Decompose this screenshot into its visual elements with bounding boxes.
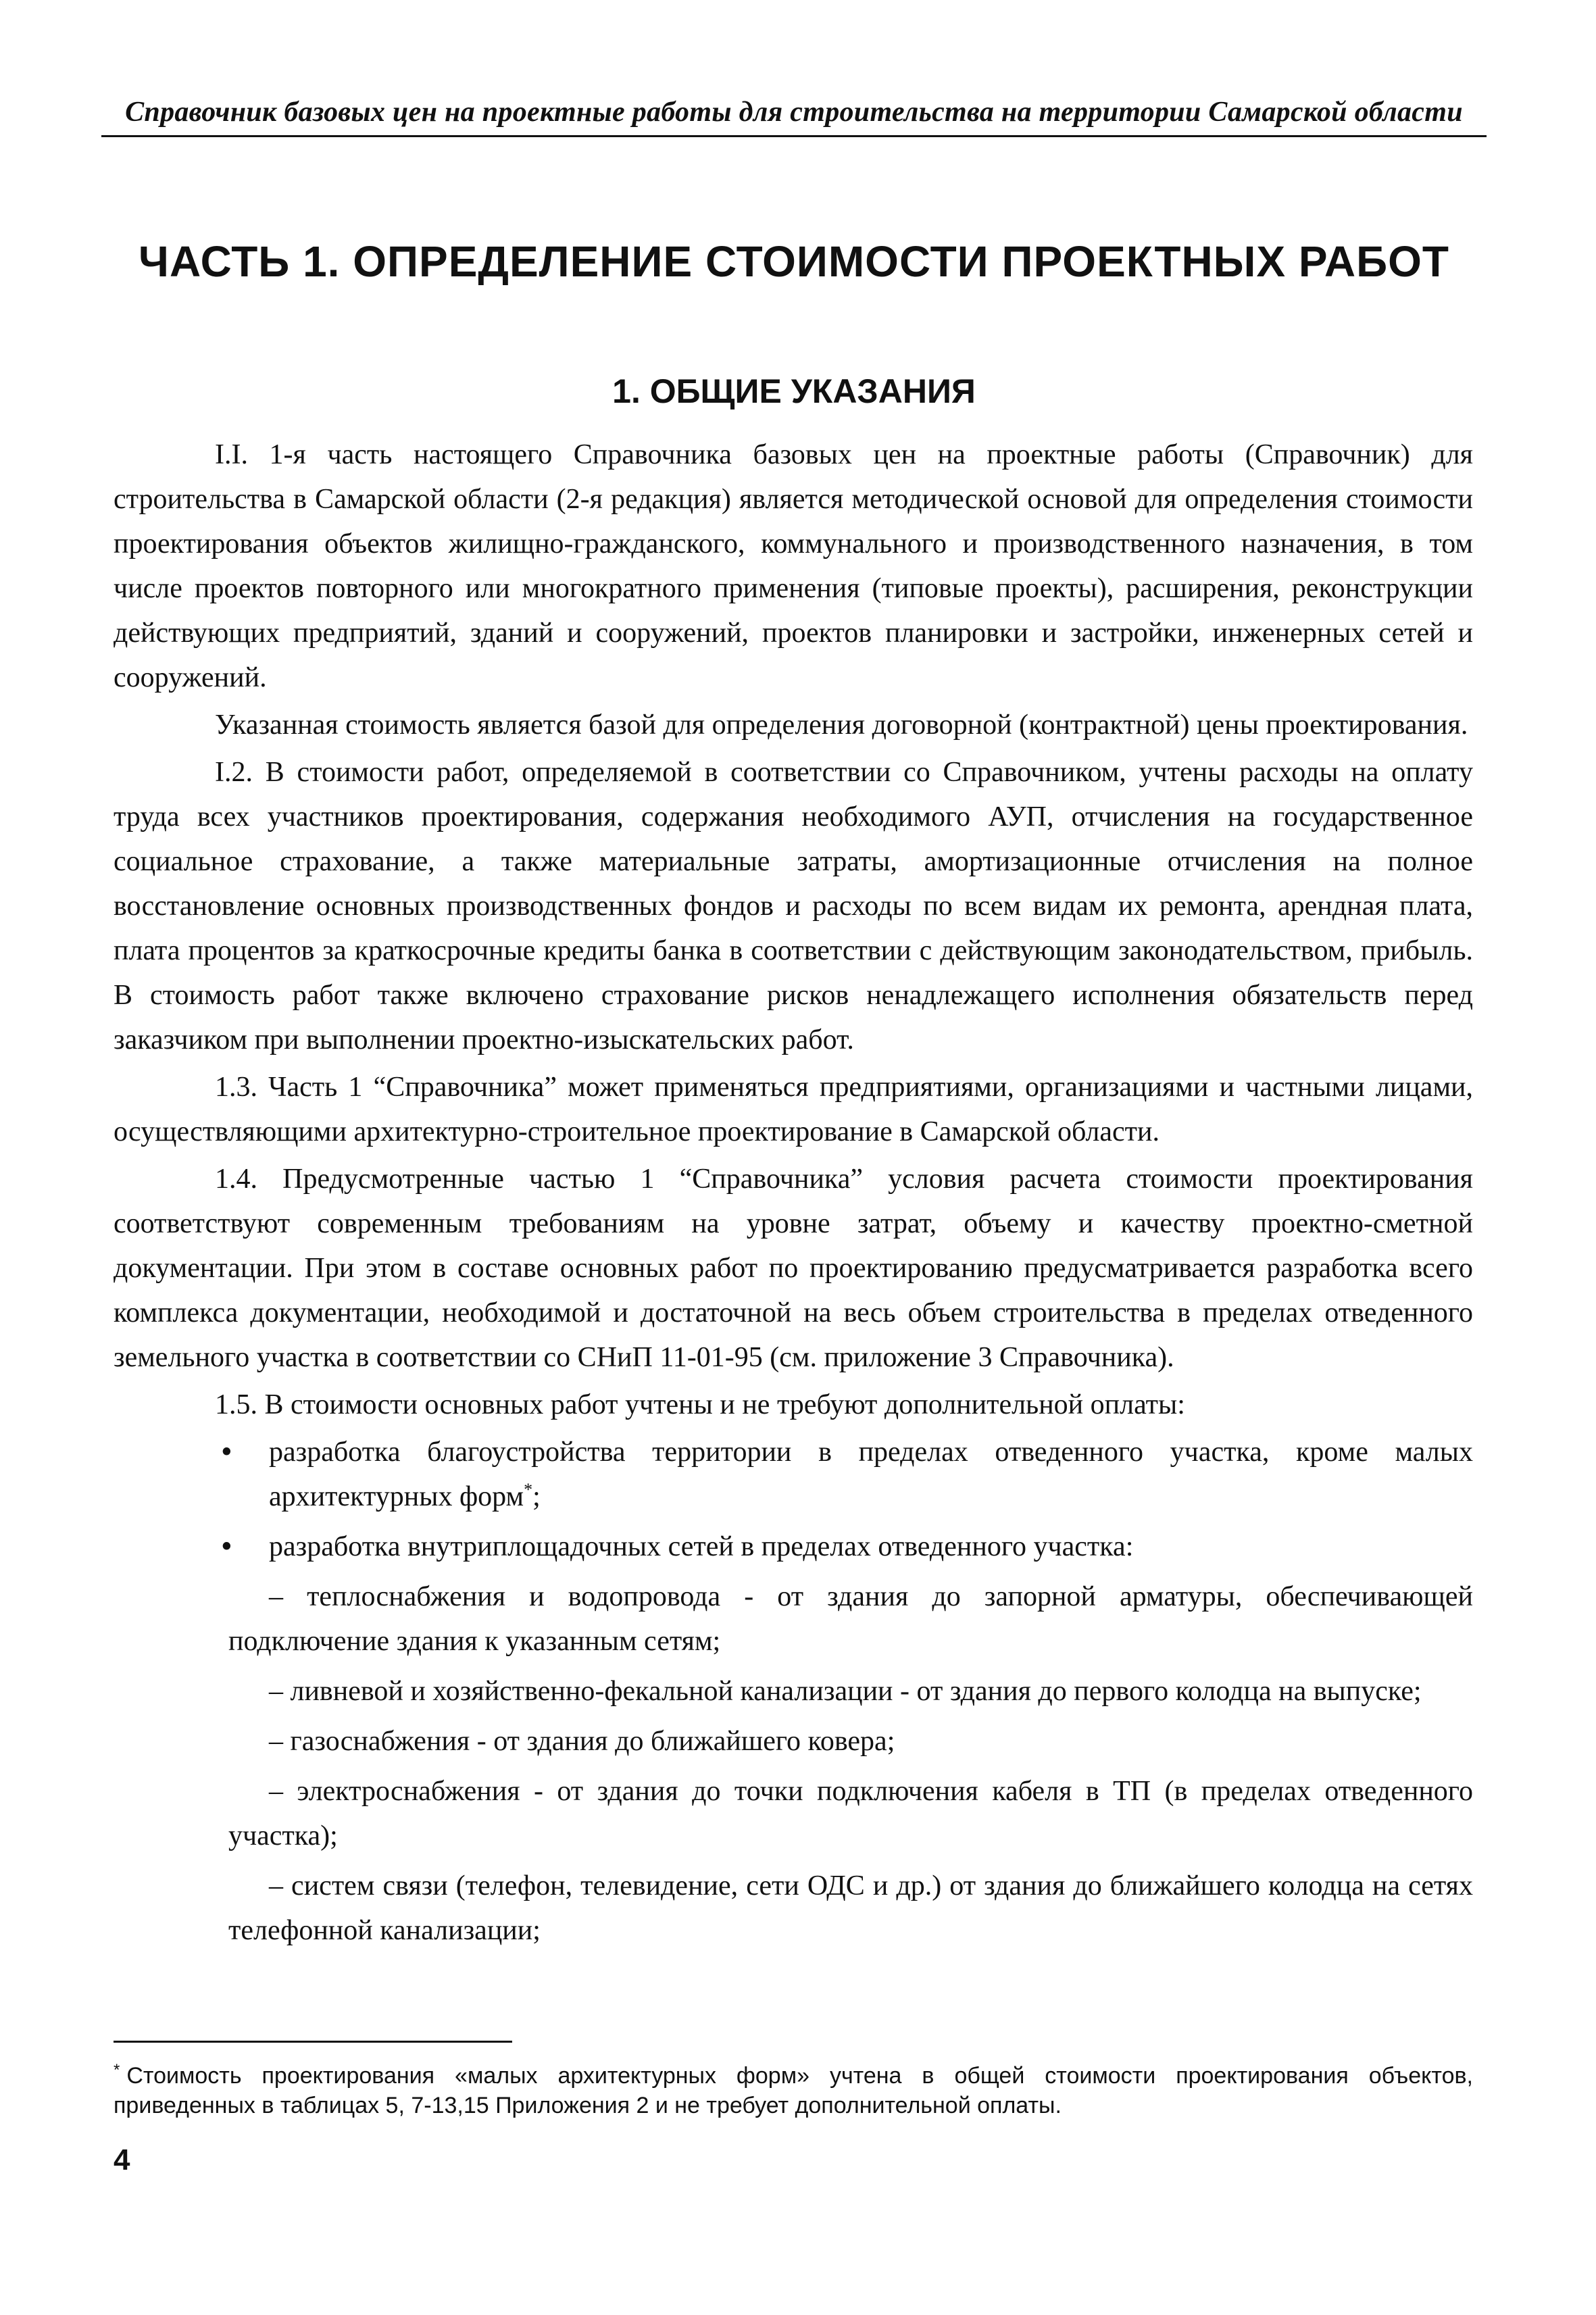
bullet-item — [114, 1430, 1473, 1519]
header-rule — [101, 135, 1487, 137]
dash-item: – систем связи (телефон, телевидение, сети ОДС и др.) от здания до ближайшего колодца на сетях телефонной канализации; — [228, 1870, 1473, 1946]
bullet-item — [114, 1524, 1473, 1569]
page-number: 4 — [114, 2143, 130, 2176]
dash-item: – электроснабжения - от здания до точки подключения кабеля в ТП (в пределах отведенного участка); — [228, 1776, 1473, 1851]
bullet-text: разработка внутриплощадочных сетей в пределах отведенного участка: — [269, 1531, 1134, 1562]
dash-item: – ливневой и хозяйственно-фекальной канализации - от здания до первого колодца на выпуске; — [269, 1676, 1422, 1707]
dash-item: – теплоснабжения и водопровода - от здания до запорной арматуры, обеспечивающей подключение здания к указанным сетям; — [228, 1581, 1473, 1657]
paragraph-1-3: 1.3. Часть 1 “Справочника” может применяться предприятиями, организациями и частными лицами, осуществляющими архитектурно-строительное проектирование в Самарской области. — [114, 1072, 1473, 1147]
paragraph-1-5: 1.5. В стоимости основных работ учтены и не требуют дополнительной оплаты: — [215, 1389, 1185, 1420]
bullet-icon: • — [222, 1531, 232, 1562]
bullet-text: разработка благоустройства территории в пределах отведенного участка, кроме малых архитектурных форм — [269, 1437, 1473, 1512]
paragraph-1-1: I.I. 1-я часть настоящего Справочника базовых цен на проектные работы (Справочник) для строительства в Самарской области (2-я редакция) является методической основой для определения стоимости проектирования объектов жилищно-гражданского, коммунального и производственного назначения, в том числе проектов повторного или многократного применения (типовые проекты), расширения, реконструкции действующих предприятий, зданий и сооружений, проектов планировки и застройки, инженерных сетей и сооружений. — [114, 439, 1473, 693]
bullet-icon: • — [222, 1437, 232, 1468]
running-header: Справочник базовых цен на проектные работы для строительства на территории Самарской области — [125, 97, 1463, 128]
footnote-marker: * — [524, 1480, 533, 1499]
paragraph-1-1-continued: Указанная стоимость является базой для определения договорной (контрактной) цены проектирования. — [215, 710, 1468, 741]
footnote — [114, 2061, 1473, 2120]
footnote-rule — [114, 2041, 512, 2043]
footnote-star: * — [114, 2060, 120, 2079]
bullet-tail: ; — [532, 1481, 541, 1512]
dash-item: – газоснабжения - от здания до ближайшего ковера; — [269, 1726, 895, 1757]
footnote-text: Стоимость проектирования «малых архитектурных форм» учтена в общей стоимости проектирования объектов, приведенных в таблицах 5, 7-13,15 Приложения 2 и не требует дополнительной оплаты. — [114, 2063, 1473, 2118]
section-title: 1. ОБЩИЕ УКАЗАНИЯ — [612, 372, 976, 410]
part-title: ЧАСТЬ 1. ОПРЕДЕЛЕНИЕ СТОИМОСТИ ПРОЕКТНЫХ РАБОТ — [138, 237, 1450, 286]
paragraph-1-4: 1.4. Предусмотренные частью 1 “Справочника” условия расчета стоимости проектирования соответствуют современным требованиям на уровне затрат, объему и качеству проектно-сметной документации. При этом в составе основных работ по проектированию предусматривается разработка всего комплекса документации, необходимой и достаточной на весь объем строительства в пределах отведенного земельного участка в соответствии со СНиП 11-01-95 (см. приложение 3 Справочника). — [114, 1164, 1473, 1373]
paragraph-1-2: I.2. В стоимости работ, определяемой в соответствии со Справочником, учтены расходы на оплату труда всех участников проектирования, содержания необходимого АУП, отчисления на государственное социальное страхование, а также материальные затраты, амортизационные отчисления на полное восстановление основных производственных фондов и расходы по всем видам их ремонта, арендная плата, плата процентов за краткосрочные кредиты банка в соответствии с действующим законодательством, прибыль. В стоимость работ также включено страхование рисков ненадлежащего исполнения обязательств перед заказчиком при выполнении проектно-изыскательских работ. — [114, 757, 1473, 1055]
body-text — [114, 432, 1473, 1958]
